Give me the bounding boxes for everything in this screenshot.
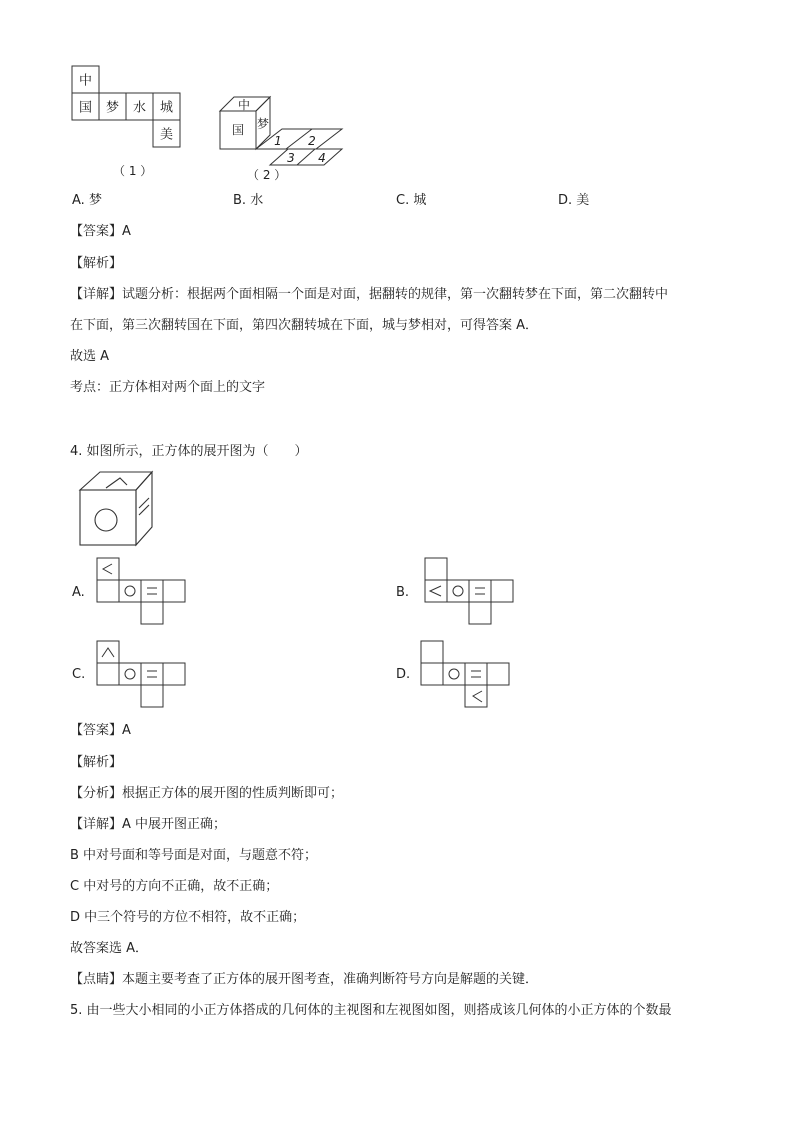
- q4-detail-b: B 中对号面和等号面是对面，与题意不符；: [70, 848, 318, 863]
- q4-option-d-letter: D.: [396, 667, 411, 682]
- cube-label-front: 国: [231, 123, 245, 137]
- q4-option-b-letter: B.: [396, 585, 410, 600]
- square-number-4: 4: [318, 151, 326, 165]
- q4-detail-a: 【详解】A 中展开图正确；: [70, 817, 227, 832]
- square-number-2: 2: [308, 134, 316, 148]
- q4a-less-than-symbol: [103, 564, 112, 574]
- q4-analysis-tag: 【解析】: [70, 755, 123, 770]
- net-label-2: 国: [78, 100, 93, 116]
- cube-figure-2: [218, 95, 346, 167]
- q4c-caret-symbol: [102, 648, 114, 657]
- q4-detail-d: D 中三个符号的方位不相符，故不正确；: [70, 910, 306, 925]
- net-label-5: 城: [159, 100, 174, 116]
- q3-detail-line-2: 在下面，第三次翻转国在下面，第四次翻转城在下面，城与梦相对，可得答案 A．: [70, 318, 539, 333]
- q4d-less-than-symbol: [473, 691, 482, 702]
- q4-cube-front: [80, 490, 136, 545]
- q3-choose: 故选 A: [70, 349, 110, 364]
- q4-comment: 【点睛】本题主要考查了正方体的展开图考查，准确判断符号方向是解题的关键．: [70, 972, 539, 987]
- q4-detail-c: C 中对号的方向不正确，故不正确；: [70, 879, 279, 894]
- q3-option-c: C. 城: [396, 193, 427, 208]
- q4-option-b-net[interactable]: [424, 557, 520, 625]
- cube-label-side: 梦: [256, 117, 270, 131]
- q4b-less-than-symbol: [430, 586, 441, 596]
- net-label-3: 梦: [105, 100, 120, 116]
- q3-option-d: D. 美: [558, 193, 590, 208]
- q4-option-d-net[interactable]: [420, 640, 516, 710]
- net-label-6: 美: [159, 127, 174, 143]
- q4-circle-symbol: [95, 509, 117, 531]
- q4a-circle-symbol: [125, 586, 135, 596]
- q5-question: 5. 由一些大小相同的小正方体搭成的几何体的主视图和左视图如图，则搭成该几何体的小正方体的个数最: [70, 1003, 672, 1018]
- q4-conclusion: 故答案选 A．: [70, 941, 149, 956]
- q4-analyze: 【分析】根据正方体的展开图的性质判断即可；: [70, 786, 344, 801]
- q3-analysis-tag: 【解析】: [70, 256, 123, 271]
- square-number-1: 1: [274, 134, 282, 148]
- q4d-circle-symbol: [449, 669, 459, 679]
- q3-answer: 【答案】A: [70, 224, 131, 239]
- q4-cube-figure: [78, 470, 158, 548]
- cube-label-top: 中: [237, 98, 251, 112]
- q3-option-b: B. 水: [233, 193, 264, 208]
- net-label-4: 水: [132, 100, 147, 116]
- q4-option-c-net[interactable]: [96, 640, 188, 708]
- q4-option-c-letter: C.: [72, 667, 86, 682]
- q4-cube-right: [136, 472, 152, 545]
- net-label-1: 中: [78, 73, 93, 89]
- q4-top-check-symbol: [106, 478, 127, 488]
- figure-2-label: （ 2 ）: [247, 168, 287, 182]
- q4b-circle-symbol: [453, 586, 463, 596]
- q3-detail-line-1: 【详解】试题分析：根据两个面相隔一个面是对面，据翻转的规律，第一次翻转梦在下面，第二次翻转中: [70, 287, 669, 302]
- q3-point: 考点：正方体相对两个面上的文字: [70, 380, 266, 395]
- q4c-circle-symbol: [125, 669, 135, 679]
- q3-option-a: A. 梦: [72, 193, 102, 208]
- q4-answer: 【答案】A: [70, 723, 131, 738]
- figure-1-label: （ 1 ）: [113, 164, 153, 178]
- q4-option-a-letter: A.: [72, 585, 85, 600]
- net-figure-1: [70, 64, 190, 150]
- q4-question: 4. 如图所示，正方体的展开图为（ ）: [70, 444, 308, 459]
- square-number-3: 3: [287, 151, 295, 165]
- q4-option-a-net[interactable]: [96, 557, 188, 625]
